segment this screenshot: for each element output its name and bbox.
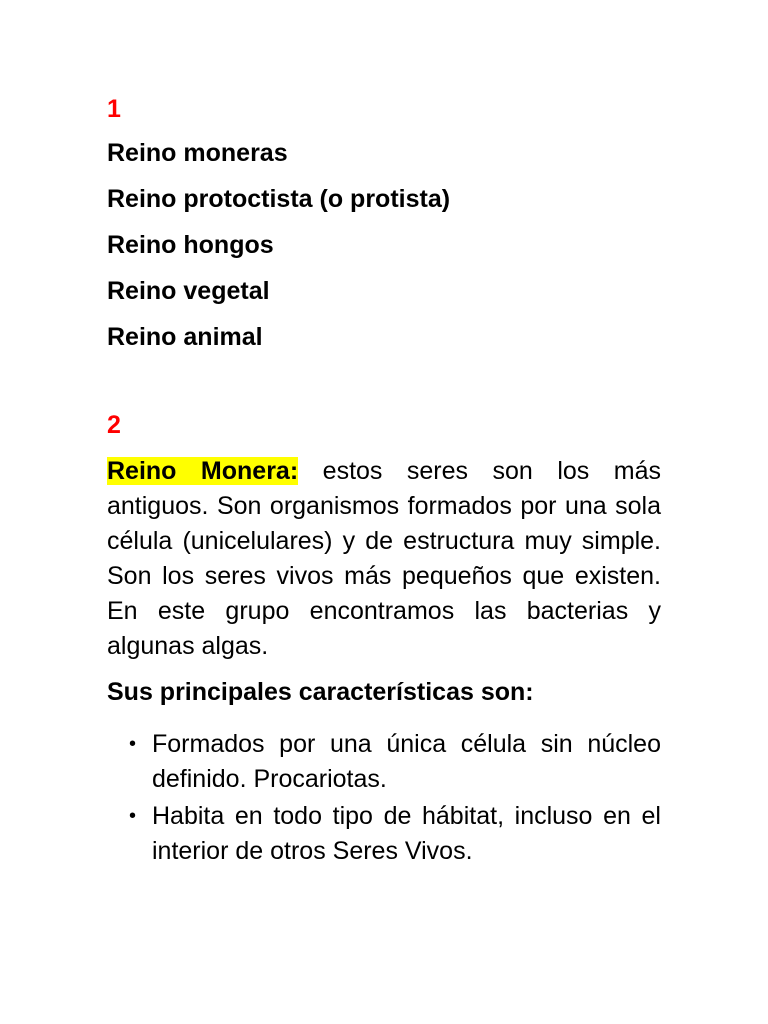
kingdom-item: Reino protoctista (o protista) <box>107 185 451 213</box>
bullet-icon: • <box>129 733 137 755</box>
kingdom-list <box>107 138 661 352</box>
characteristic-text: Formados por una única célula sin núcleo definido. Procariotas. <box>152 730 661 793</box>
highlighted-term: Reino Monera: <box>107 457 299 485</box>
characteristics-heading: Sus principales características son: <box>107 678 534 706</box>
kingdom-item: Reino hongos <box>107 231 274 259</box>
section-number-1: 1 <box>107 95 121 123</box>
section-2 <box>107 410 661 869</box>
characteristic-item <box>107 799 661 869</box>
monera-description <box>107 454 661 664</box>
kingdom-item: Reino animal <box>107 323 263 351</box>
characteristics-list <box>107 727 661 869</box>
characteristic-item <box>107 727 661 797</box>
section-number-2: 2 <box>107 411 121 439</box>
kingdom-item: Reino moneras <box>107 139 288 167</box>
bullet-icon: • <box>129 805 137 827</box>
kingdom-item: Reino vegetal <box>107 277 270 305</box>
characteristic-text: Habita en todo tipo de hábitat, incluso en el interior de otros Seres Vivos. <box>152 802 661 865</box>
paragraph-body: estos seres son los más antiguos. Son organismos formados por una sola célula (unicelulares) y de estructura muy simple. Son los seres vivos más pequeños que existen. En este grupo encontramos las bacterias y algunas algas. <box>107 457 661 660</box>
